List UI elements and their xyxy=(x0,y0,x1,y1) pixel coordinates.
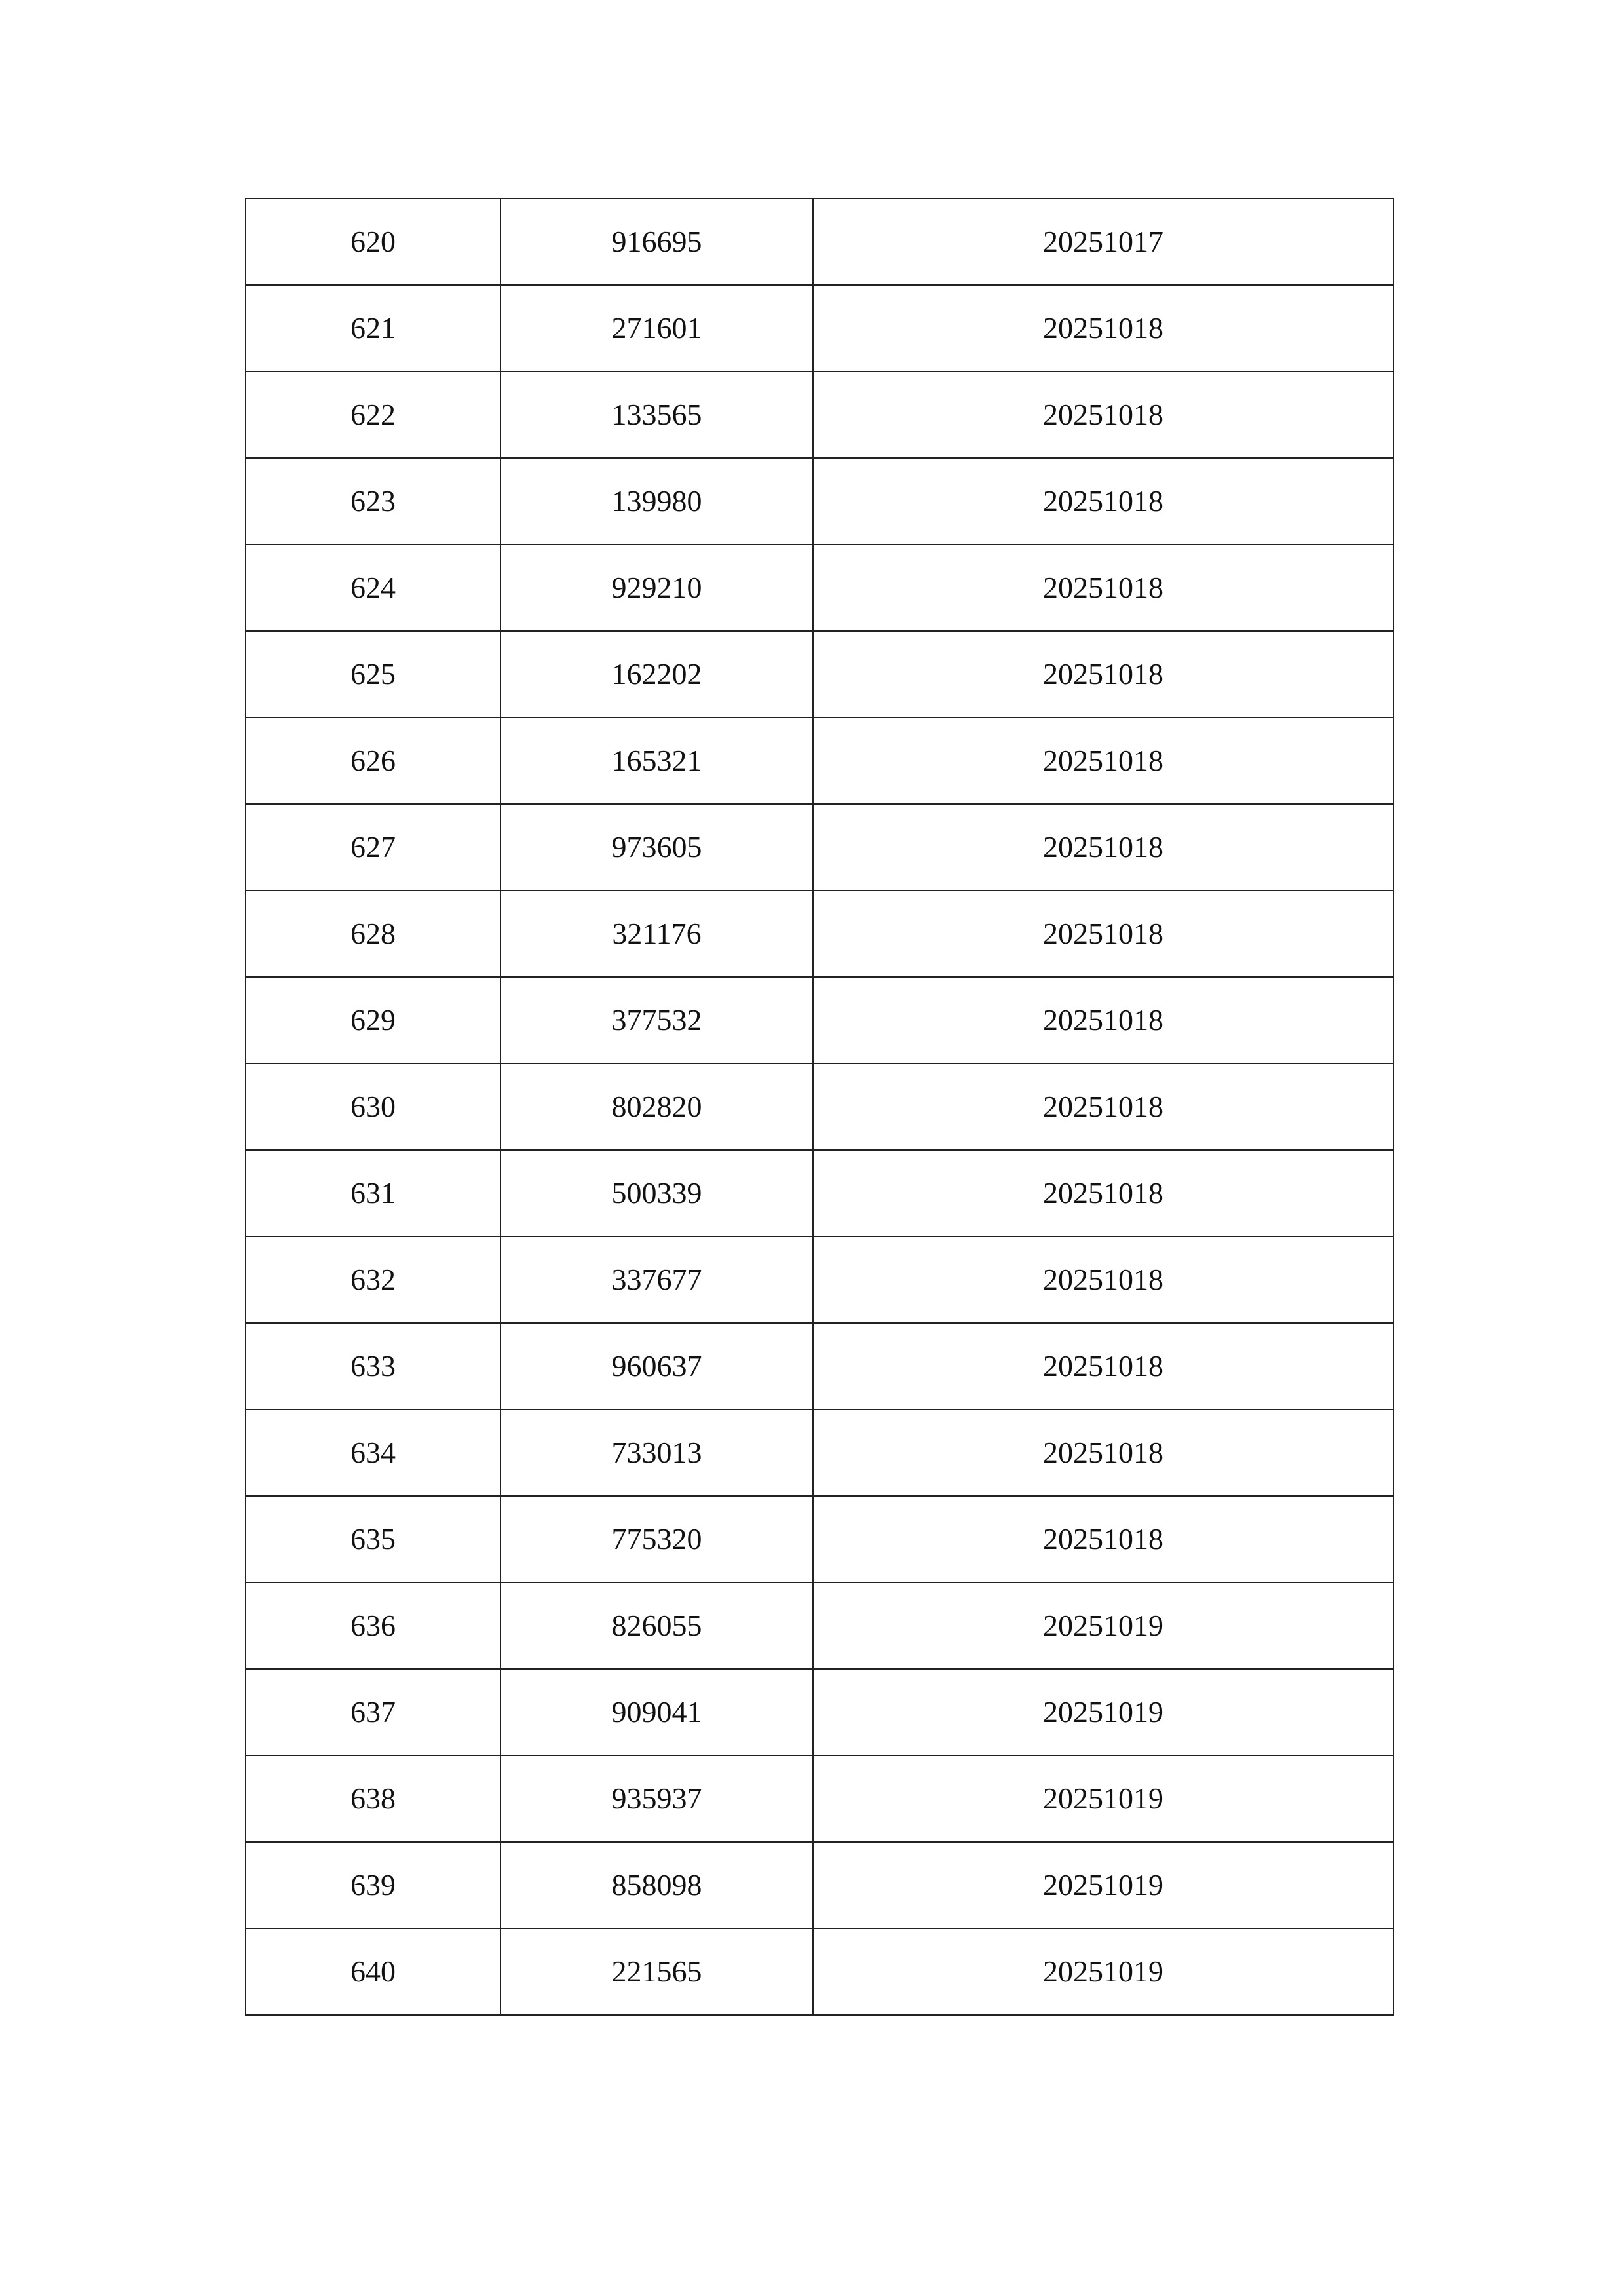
row-number-cell: 620 xyxy=(246,199,500,285)
code-cell: 221565 xyxy=(500,1928,813,2015)
table-row xyxy=(246,199,1393,285)
table-row xyxy=(246,1842,1393,1928)
row-number-cell: 630 xyxy=(246,1063,500,1150)
code-cell: 139980 xyxy=(500,458,813,545)
code-cell: 271601 xyxy=(500,285,813,372)
date-cell: 20251019 xyxy=(813,1842,1393,1928)
row-number-cell: 622 xyxy=(246,372,500,458)
date-cell: 20251018 xyxy=(813,1323,1393,1409)
table-row xyxy=(246,631,1393,718)
code-cell: 802820 xyxy=(500,1063,813,1150)
row-number-cell: 631 xyxy=(246,1150,500,1236)
date-cell: 20251019 xyxy=(813,1928,1393,2015)
date-cell: 20251018 xyxy=(813,1409,1393,1496)
table-row xyxy=(246,718,1393,804)
table-row xyxy=(246,1150,1393,1236)
date-cell: 20251018 xyxy=(813,1496,1393,1582)
row-number-cell: 636 xyxy=(246,1582,500,1669)
row-number-cell: 640 xyxy=(246,1928,500,2015)
code-cell: 916695 xyxy=(500,199,813,285)
code-cell: 826055 xyxy=(500,1582,813,1669)
date-cell: 20251018 xyxy=(813,1063,1393,1150)
code-cell: 909041 xyxy=(500,1669,813,1755)
row-number-cell: 629 xyxy=(246,977,500,1063)
row-number-cell: 621 xyxy=(246,285,500,372)
table-row xyxy=(246,458,1393,545)
code-cell: 377532 xyxy=(500,977,813,1063)
code-cell: 337677 xyxy=(500,1236,813,1323)
table-row xyxy=(246,1063,1393,1150)
code-cell: 733013 xyxy=(500,1409,813,1496)
row-number-cell: 626 xyxy=(246,718,500,804)
date-cell: 20251018 xyxy=(813,285,1393,372)
table-row xyxy=(246,1928,1393,2015)
code-cell: 133565 xyxy=(500,372,813,458)
table-row xyxy=(246,890,1393,977)
date-cell: 20251019 xyxy=(813,1755,1393,1842)
date-cell: 20251018 xyxy=(813,1150,1393,1236)
table-row xyxy=(246,1496,1393,1582)
date-cell: 20251018 xyxy=(813,631,1393,718)
row-number-cell: 637 xyxy=(246,1669,500,1755)
row-number-cell: 632 xyxy=(246,1236,500,1323)
row-number-cell: 633 xyxy=(246,1323,500,1409)
date-cell: 20251018 xyxy=(813,890,1393,977)
date-cell: 20251018 xyxy=(813,1236,1393,1323)
date-cell: 20251018 xyxy=(813,372,1393,458)
code-cell: 321176 xyxy=(500,890,813,977)
table-row xyxy=(246,1755,1393,1842)
table-row xyxy=(246,1323,1393,1409)
table-row xyxy=(246,1669,1393,1755)
code-cell: 162202 xyxy=(500,631,813,718)
data-table xyxy=(245,198,1394,2016)
row-number-cell: 635 xyxy=(246,1496,500,1582)
code-cell: 500339 xyxy=(500,1150,813,1236)
table-row xyxy=(246,285,1393,372)
code-cell: 165321 xyxy=(500,718,813,804)
row-number-cell: 634 xyxy=(246,1409,500,1496)
table-row xyxy=(246,1582,1393,1669)
table-row xyxy=(246,545,1393,631)
table-row xyxy=(246,372,1393,458)
table-row xyxy=(246,804,1393,890)
date-cell: 20251018 xyxy=(813,458,1393,545)
date-cell: 20251019 xyxy=(813,1669,1393,1755)
code-cell: 775320 xyxy=(500,1496,813,1582)
row-number-cell: 628 xyxy=(246,890,500,977)
date-cell: 20251018 xyxy=(813,718,1393,804)
row-number-cell: 638 xyxy=(246,1755,500,1842)
date-cell: 20251018 xyxy=(813,977,1393,1063)
row-number-cell: 639 xyxy=(246,1842,500,1928)
row-number-cell: 627 xyxy=(246,804,500,890)
date-cell: 20251018 xyxy=(813,804,1393,890)
code-cell: 935937 xyxy=(500,1755,813,1842)
date-cell: 20251018 xyxy=(813,545,1393,631)
table-row xyxy=(246,1236,1393,1323)
row-number-cell: 624 xyxy=(246,545,500,631)
table-row xyxy=(246,977,1393,1063)
code-cell: 960637 xyxy=(500,1323,813,1409)
table-body xyxy=(246,199,1393,2015)
date-cell: 20251019 xyxy=(813,1582,1393,1669)
row-number-cell: 623 xyxy=(246,458,500,545)
code-cell: 973605 xyxy=(500,804,813,890)
table-row xyxy=(246,1409,1393,1496)
code-cell: 858098 xyxy=(500,1842,813,1928)
code-cell: 929210 xyxy=(500,545,813,631)
date-cell: 20251017 xyxy=(813,199,1393,285)
row-number-cell: 625 xyxy=(246,631,500,718)
